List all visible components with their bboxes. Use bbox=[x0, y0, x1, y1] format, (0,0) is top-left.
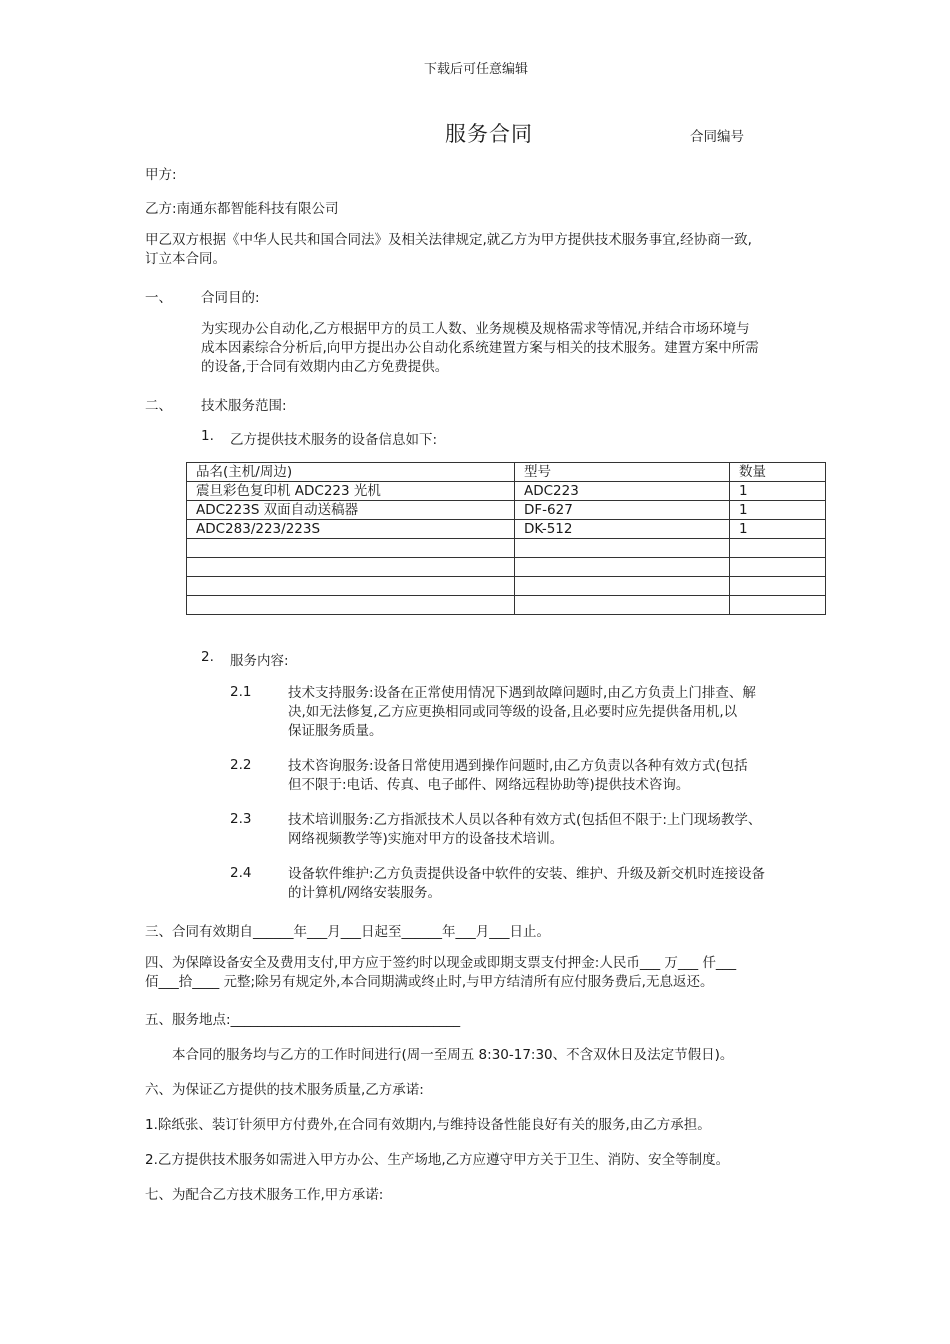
cell-product-name bbox=[187, 539, 515, 558]
service-2-1-line-2: 决,如无法修复,乙方应更换相同或同等级的设备,且必要时应先提供备用机,以 bbox=[288, 704, 738, 720]
cell-model: DF-627 bbox=[515, 501, 730, 520]
cell-model bbox=[515, 596, 730, 615]
cell-quantity: 1 bbox=[730, 520, 826, 539]
cell-product-name: ADC223S 双面自动送稿器 bbox=[187, 501, 515, 520]
party-a: 甲方: bbox=[145, 167, 177, 183]
service-2-1-line-1: 技术支持服务:设备在正常使用情况下遇到故障问题时,由乙方负责上门排查、解 bbox=[288, 685, 756, 701]
section-7-heading: 七、为配合乙方技术服务工作,甲方承诺: bbox=[145, 1187, 384, 1203]
section-1-number: 一、 bbox=[145, 290, 172, 306]
table-row bbox=[187, 596, 826, 615]
service-2-3-number: 2.3 bbox=[230, 811, 252, 827]
cell-model: ADC223 bbox=[515, 482, 730, 501]
cell-quantity bbox=[730, 577, 826, 596]
cell-product-name: 震旦彩色复印机 ADC223 光机 bbox=[187, 482, 515, 501]
cell-model: DK-512 bbox=[515, 520, 730, 539]
table-row bbox=[187, 501, 826, 520]
cell-quantity bbox=[730, 558, 826, 577]
section-2-number: 二、 bbox=[145, 398, 172, 414]
working-hours-note: 本合同的服务均与乙方的工作时间进行(周一至周五 8:30-17:30、不含双休日及法定节假日)。 bbox=[172, 1047, 734, 1063]
table-row bbox=[187, 520, 826, 539]
cell-product-name bbox=[187, 558, 515, 577]
cell-quantity: 1 bbox=[730, 482, 826, 501]
item-2-number: 2. bbox=[201, 649, 214, 665]
section-6-item-2: 2.乙方提供技术服务如需进入甲方办公、生产场地,乙方应遵守甲方关于卫生、消防、安全等制度。 bbox=[145, 1152, 730, 1168]
section-5-label bbox=[145, 1008, 460, 1028]
header-quantity: 数量 bbox=[730, 463, 826, 482]
preamble-line-1: 甲乙双方根据《中华人民共和国合同法》及相关法律规定,就乙方为甲方提供技术服务事宜,经协商一致, bbox=[145, 232, 752, 248]
header-note: 下载后可任意编辑 bbox=[424, 62, 529, 77]
party-b: 乙方:南通东都智能科技有限公司 bbox=[145, 201, 339, 217]
section-6-item-1: 1.除纸张、装订针须甲方付费外,在合同有效期内,与维持设备性能良好有关的服务,由乙方承担。 bbox=[145, 1117, 711, 1133]
section-4-line-2: 佰___拾____ 元整;除另有规定外,本合同期满或终止时,与甲方结清所有应付服务费后,无息返还。 bbox=[145, 974, 714, 990]
section-3-validity: 三、合同有效期自______年___月___日起至______年___月___日止。 bbox=[145, 924, 550, 940]
service-2-2-line-1: 技术咨询服务:设备日常使用遇到操作问题时,由乙方负责以各种有效方式(包括 bbox=[288, 758, 748, 774]
header-model: 型号 bbox=[515, 463, 730, 482]
preamble-line-2: 订立本合同。 bbox=[145, 251, 226, 267]
document-title: 服务合同 bbox=[445, 122, 533, 146]
cell-model bbox=[515, 577, 730, 596]
service-2-4-number: 2.4 bbox=[230, 865, 252, 881]
section-1-heading: 合同目的: bbox=[201, 290, 260, 306]
cell-quantity: 1 bbox=[730, 501, 826, 520]
cell-product-name: ADC283/223/223S bbox=[187, 520, 515, 539]
item-1-number: 1. bbox=[201, 428, 214, 444]
header-product-name: 品名(主机/周边) bbox=[187, 463, 515, 482]
section-4-line-1: 四、为保障设备安全及费用支付,甲方应于签约时以现金或即期支票支付押金:人民币___ 万___ 仟___ bbox=[145, 955, 737, 971]
service-2-4-line-1: 设备软件维护:乙方负责提供设备中软件的安装、维护、升级及新交机时连接设备 bbox=[288, 866, 766, 882]
equipment-table bbox=[186, 462, 826, 615]
section-2-heading: 技术服务范围: bbox=[201, 398, 287, 414]
cell-model bbox=[515, 539, 730, 558]
section-1-line-1: 为实现办公自动化,乙方根据甲方的员工人数、业务规模及规格需求等情况,并结合市场环境与 bbox=[201, 321, 750, 337]
service-location-blank: __________________________________ bbox=[230, 1012, 461, 1028]
section-6-heading: 六、为保证乙方提供的技术服务质量,乙方承诺: bbox=[145, 1082, 424, 1098]
table-header-row bbox=[187, 463, 826, 482]
table-row bbox=[187, 539, 826, 558]
service-2-4-line-2: 的计算机/网络安装服务。 bbox=[288, 885, 442, 901]
section-1-line-3: 的设备,于合同有效期内由乙方免费提供。 bbox=[201, 359, 449, 375]
service-2-1-number: 2.1 bbox=[230, 684, 252, 700]
cell-model bbox=[515, 558, 730, 577]
service-location-label: 五、服务地点: bbox=[145, 1012, 231, 1028]
cell-product-name bbox=[187, 577, 515, 596]
contract-number-label: 合同编号 bbox=[690, 129, 744, 145]
cell-quantity bbox=[730, 596, 826, 615]
service-2-2-number: 2.2 bbox=[230, 757, 252, 773]
service-2-1-line-3: 保证服务质量。 bbox=[288, 723, 383, 739]
service-2-2-line-2: 但不限于:电话、传真、电子邮件、网络远程协助等)提供技术咨询。 bbox=[288, 777, 690, 793]
item-2-text: 服务内容: bbox=[230, 653, 289, 669]
cell-product-name bbox=[187, 596, 515, 615]
service-2-3-line-1: 技术培训服务:乙方指派技术人员以各种有效方式(包括但不限于:上门现场教学、 bbox=[288, 812, 762, 828]
service-2-3-line-2: 网络视频教学等)实施对甲方的设备技术培训。 bbox=[288, 831, 564, 847]
item-1-text: 乙方提供技术服务的设备信息如下: bbox=[230, 432, 438, 448]
table-row bbox=[187, 482, 826, 501]
section-1-line-2: 成本因素综合分析后,向甲方提出办公自动化系统建置方案与相关的技术服务。建置方案中所需 bbox=[201, 340, 759, 356]
table-row bbox=[187, 558, 826, 577]
cell-quantity bbox=[730, 539, 826, 558]
table-row bbox=[187, 577, 826, 596]
